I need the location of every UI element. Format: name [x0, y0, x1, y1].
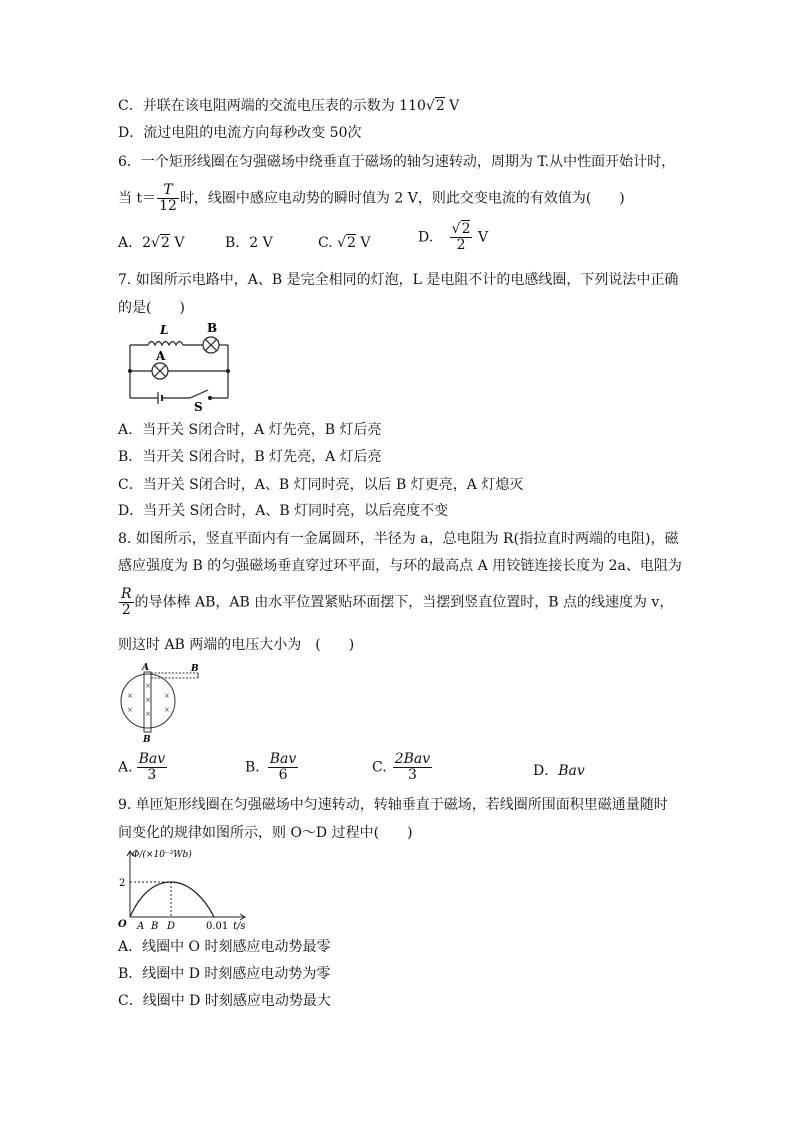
q7-option-a: A．当开关 S闭合时，A 灯先亮，B 灯后亮 [118, 422, 382, 438]
svg-text:×: × [127, 706, 133, 714]
q5-option-d: D．流过电阻的电流方向每秒改变 50次 [118, 125, 362, 141]
svg-text:×: × [145, 696, 151, 704]
q6-option-a: A．2√2 V [118, 235, 185, 251]
label-B-top: B [191, 664, 199, 674]
svg-text:×: × [145, 682, 151, 690]
q8-option-a: A. $\frac{\text{Bav}}{3}$ [118, 751, 166, 783]
q8-ring-diagram [118, 662, 210, 744]
svg-text:×: × [145, 710, 151, 718]
q6-fraction: $\frac{T}{12}$ [159, 182, 177, 214]
x-tick-0.01: 0.01 [206, 921, 229, 932]
q8-option-d: D．Bav [533, 763, 585, 779]
svg-text:×: × [164, 706, 170, 714]
q8-stem-line1: 8. 如图所示，竖直平面内有一金属圆环，半径为 a，总电阻为 R(指拉直时两端的电阻)，磁 [118, 531, 679, 547]
q7-option-d: D．当开关 S闭合时，A、B 灯同时亮，以后亮度不变 [118, 503, 449, 519]
q6-option-b: B．2 V [225, 235, 273, 251]
label-L: L [160, 323, 169, 337]
q8-stem-line3: $\frac{R}{2}$ 的导体棒 AB，AB 由水平位置紧贴环面摆下，当摆到竖直位置时，B 点的线速度为 v， [121, 586, 674, 618]
q9-option-b: B．线圈中 D 时刻感应电动势为零 [118, 966, 331, 982]
q9-option-a: A．线圈中 O 时刻感应电动势最零 [118, 939, 331, 955]
label-B: B [207, 321, 218, 335]
sqrt-symbol: √2 [425, 98, 445, 114]
q9-flux-graph [116, 847, 256, 933]
svg-text:×: × [127, 692, 133, 700]
origin-label: O [118, 919, 127, 930]
q6-stem-line1: 6．一个矩形线圈在匀强磁场中绕垂直于磁场的轴匀速转动，周期为 T.从中性面开始计时， [118, 154, 676, 170]
q6-option-c: C. √2 V [318, 235, 371, 251]
x-label-A: A [137, 921, 145, 932]
q9-stem-line2: 间变化的规律如图所示，则 O～D 过程中( ) [118, 825, 413, 841]
label-S: S [194, 400, 203, 412]
y-axis-label: Φ/(×10⁻³Wb) [132, 850, 192, 860]
label-A: A [156, 349, 166, 363]
q8-stem-line4: 则这时 AB 两端的电压大小为 ( ) [118, 637, 355, 653]
q6-option-d: D. $\frac{√2}{2}$ V [418, 221, 489, 253]
q8-option-b: B. $\frac{\text{Bav}}{6}$ [245, 751, 297, 783]
x-label-D: D [167, 921, 176, 932]
svg-text:×: × [164, 692, 170, 700]
q6-stem-line2: 当 t＝ $\frac{T}{12}$ 时，线圈中感应电动势的瞬时值为 2 V，则此交变电流的有效值为( ) [118, 182, 625, 214]
q7-option-c: C．当开关 S闭合时，A、B 灯同时亮，以后 B 灯更亮，A 灯熄灭 [118, 477, 524, 493]
x-label-B: B [151, 921, 159, 932]
q7-stem-line1: 7. 如图所示电路中，A、B 是完全相同的灯泡，L 是电阻不计的电感线圈，下列说法中正确 [118, 272, 679, 288]
q5-option-c: C．并联在该电阻两端的交流电压表的示数为 110√2 V [118, 98, 460, 114]
label-A: A [142, 663, 149, 673]
q7-circuit-diagram [120, 320, 240, 412]
label-B-bottom: B [143, 735, 151, 744]
y-tick-2: 2 [119, 878, 126, 889]
q8-option-c: C. $\frac{\text{2Bav}}{3}$ [372, 751, 431, 783]
x-axis-label: t/s [233, 921, 246, 932]
q8-stem-line2: 感应强度为 B 的匀强磁场垂直穿过环平面，与环的最高点 A 用铰链连接长度为 2a、电阻为 [118, 558, 682, 574]
q9-stem-line1: 9. 单匝矩形线圈在匀强磁场中匀速转动，转轴垂直于磁场，若线圈所围面积里磁通量随时 [118, 797, 668, 813]
q7-stem-line2: 的是( ) [118, 300, 185, 316]
q9-option-c: C．线圈中 D 时刻感应电动势最大 [118, 993, 331, 1009]
q7-option-b: B．当开关 S闭合时，B 灯先亮，A 灯后亮 [118, 449, 382, 465]
